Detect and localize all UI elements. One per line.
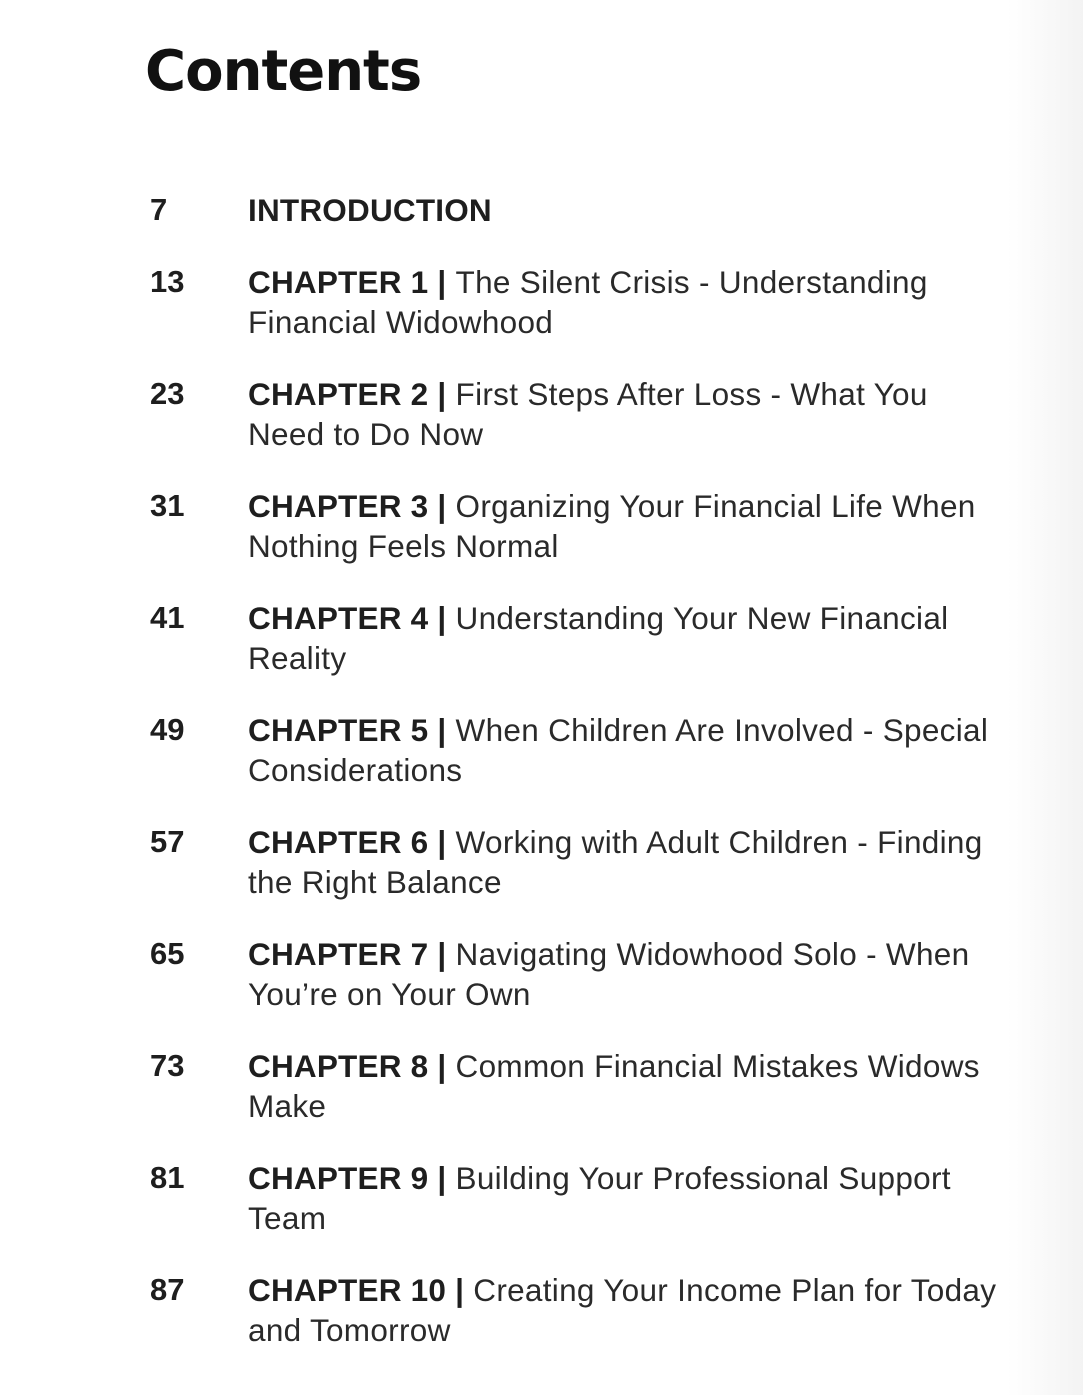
toc-separator: |: [428, 935, 456, 972]
toc-entry-chapter-10[interactable]: [150, 1270, 1010, 1351]
toc-separator: |: [428, 487, 456, 524]
toc-separator: |: [428, 823, 456, 860]
toc-chapter-label: CHAPTER 10: [248, 1271, 447, 1308]
toc-page-number: 57: [150, 823, 185, 859]
toc-entry-text: [248, 486, 1010, 567]
toc-entry-chapter-1[interactable]: [150, 262, 1010, 343]
toc-chapter-title: Building Your Professional Support Team: [248, 1159, 951, 1236]
toc-entry-text: [248, 1270, 1010, 1351]
toc-chapter-label: CHAPTER 9: [248, 1159, 429, 1196]
toc-entry-chapter-9[interactable]: [150, 1158, 1010, 1239]
toc-chapter-label: CHAPTER 2: [248, 375, 429, 412]
toc-page-number: 7: [150, 192, 168, 227]
toc-chapter-title: Understanding Your New Financial Reality: [248, 599, 949, 676]
toc-chapter-label: INTRODUCTION: [248, 192, 492, 228]
toc-entry-chapter-3[interactable]: [150, 486, 1010, 567]
toc-page-number: 81: [150, 1159, 185, 1195]
toc-separator: |: [428, 711, 456, 748]
toc-page-number: 41: [150, 599, 185, 635]
toc-chapter-label: CHAPTER 5: [248, 711, 429, 748]
toc-chapter-title: The Silent Crisis - Understanding Financial Widowhood: [248, 263, 928, 340]
toc-page-number: 65: [150, 935, 185, 971]
toc-separator: |: [428, 1047, 456, 1084]
toc-entry-text: [248, 262, 1010, 343]
toc-entry-chapter-4[interactable]: [150, 598, 1010, 679]
toc-chapter-label: CHAPTER 7: [248, 935, 429, 972]
toc-entry-text: [248, 1046, 1010, 1127]
toc-separator: |: [428, 263, 456, 300]
toc-chapter-title: When Children Are Involved - Special Considerations: [248, 711, 989, 788]
toc-entry-text: [248, 190, 1010, 231]
toc-chapter-label: CHAPTER 8: [248, 1047, 429, 1084]
toc-page-number: 23: [150, 375, 185, 411]
toc-chapter-title: Common Financial Mistakes Widows Make: [248, 1047, 980, 1124]
toc-entry-chapter-5[interactable]: [150, 710, 1010, 791]
toc-entry-chapter-2[interactable]: [150, 374, 1010, 455]
toc-entry-text: [248, 710, 1010, 791]
toc-entry-chapter-6[interactable]: [150, 822, 1010, 903]
toc-chapter-label: CHAPTER 6: [248, 823, 429, 860]
toc-chapter-title: Working with Adult Children - Finding the Right Balance: [248, 823, 983, 900]
toc-entry-text: [248, 598, 1010, 679]
toc-separator: |: [428, 599, 456, 636]
toc-chapter-title: Organizing Your Financial Life When Nothing Feels Normal: [248, 487, 976, 564]
toc-entry-text: [248, 1158, 1010, 1239]
toc-entry-chapter-7[interactable]: [150, 934, 1010, 1015]
toc-chapter-label: CHAPTER 3: [248, 487, 429, 524]
table-of-contents: [150, 190, 1010, 1382]
toc-chapter-label: CHAPTER 4: [248, 599, 429, 636]
toc-page-number: 31: [150, 487, 185, 523]
toc-separator: |: [446, 1271, 474, 1308]
toc-page-number: 49: [150, 711, 185, 747]
toc-separator: |: [428, 1159, 456, 1196]
toc-page-number: 13: [150, 263, 185, 299]
toc-chapter-title: Creating Your Income Plan for Today and Tomorrow: [248, 1271, 997, 1348]
toc-entry-text: [248, 374, 1010, 455]
toc-chapter-title: Navigating Widowhood Solo - When You’re on Your Own: [248, 935, 970, 1012]
page-title: Contents: [145, 39, 422, 104]
toc-chapter-label: CHAPTER 1: [248, 263, 429, 300]
toc-entry-text: [248, 822, 1010, 903]
toc-page-number: 87: [150, 1271, 185, 1307]
toc-entry-introduction[interactable]: [150, 190, 1010, 231]
toc-page-number: 73: [150, 1047, 185, 1083]
toc-separator: |: [428, 375, 456, 412]
toc-chapter-title: First Steps After Loss - What You Need to Do Now: [248, 375, 928, 452]
toc-entry-text: [248, 934, 1010, 1015]
toc-entry-chapter-8[interactable]: [150, 1046, 1010, 1127]
